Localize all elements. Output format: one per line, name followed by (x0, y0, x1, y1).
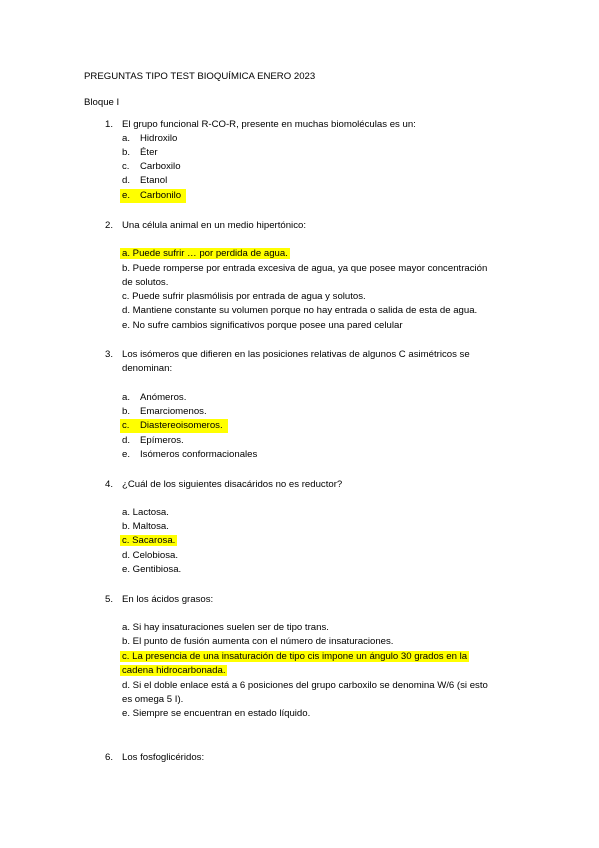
option-text: Hidroxilo (140, 133, 178, 144)
option-text: Isómeros conformacionales (140, 449, 258, 460)
highlighted-answer: c. Sacarosa. (122, 535, 176, 546)
option-line: c. Puede sufrir plasmólisis por entrada de agua y solutos. (122, 291, 366, 302)
option-line: d. Mantiene constante su volumen porque no hay entrada o salida de esta de agua. (122, 305, 478, 316)
option-line: a. Lactosa. (122, 507, 169, 518)
highlighted-answer: a. Puede sufrir … por perdida de agua. (122, 248, 288, 259)
question-text: denominan: (122, 363, 173, 374)
option-text: Epímeros. (140, 435, 184, 446)
question-number: 1. (105, 119, 114, 130)
question-text: El grupo funcional R-CO-R, presente en muchas biomoléculas es un: (122, 119, 416, 130)
question-text: Una célula animal en un medio hipertónico: (122, 220, 306, 231)
option-line: b. El punto de fusión aumenta con el número de insaturaciones. (122, 636, 394, 647)
option-text: Diastereoisomeros. (140, 420, 223, 431)
question-text: En los ácidos grasos: (122, 594, 214, 605)
option-line: es omega 5 I). (122, 694, 184, 705)
option-line: e. No sufre cambios significativos porque posee una pared celular (122, 320, 403, 331)
highlighted-answer: c. La presencia de una insaturación de tipo cis impone un ángulo 30 grados en la (122, 651, 468, 662)
option-text: Emarciomenos. (140, 406, 207, 417)
option-line: a. Si hay insaturaciones suelen ser de tipo trans. (122, 622, 329, 633)
option-letter: a. (122, 392, 131, 403)
question-number: 5. (105, 594, 114, 605)
option-letter: c. (122, 161, 130, 172)
option-text: Carboxilo (140, 161, 181, 172)
option-line: d. Si el doble enlace está a 6 posiciones del grupo carboxilo se denomina W/6 (si esto (122, 680, 488, 691)
question-number: 3. (105, 349, 114, 360)
option-line: d. Celobiosa. (122, 550, 178, 561)
option-text: Etanol (140, 175, 168, 186)
option-line: e. Gentibiosa. (122, 564, 182, 575)
option-line: de solutos. (122, 277, 169, 288)
option-letter: c. (122, 420, 130, 431)
option-text: Carbonilo (140, 190, 182, 201)
option-letter: e. (122, 190, 131, 201)
option-letter: a. (122, 133, 131, 144)
block-heading: Bloque I (84, 97, 120, 108)
highlighted-answer-continued: cadena hidrocarbonada. (122, 665, 226, 676)
option-text: Anómeros. (140, 392, 187, 403)
question-number: 6. (105, 752, 114, 763)
option-line: b. Puede romperse por entrada excesiva de agua, ya que posee mayor concentración (122, 263, 488, 274)
option-letter: d. (122, 175, 131, 186)
question-number: 2. (105, 220, 114, 231)
option-letter: b. (122, 406, 131, 417)
option-line: e. Siempre se encuentran en estado líquido. (122, 708, 311, 719)
question-number: 4. (105, 479, 114, 490)
document-title: PREGUNTAS TIPO TEST BIOQUÍMICA ENERO 2023 (84, 71, 316, 82)
option-letter: e. (122, 449, 131, 460)
option-letter: d. (122, 435, 131, 446)
question-text: ¿Cuál de los siguientes disacáridos no es reductor? (122, 479, 343, 490)
option-letter: b. (122, 147, 131, 158)
question-text: Los fosfoglicéridos: (122, 752, 205, 763)
option-line: b. Maltosa. (122, 521, 169, 532)
question-text: Los isómeros que difieren en las posiciones relativas de algunos C asimétricos se (122, 349, 470, 360)
option-text: Éter (140, 147, 158, 158)
